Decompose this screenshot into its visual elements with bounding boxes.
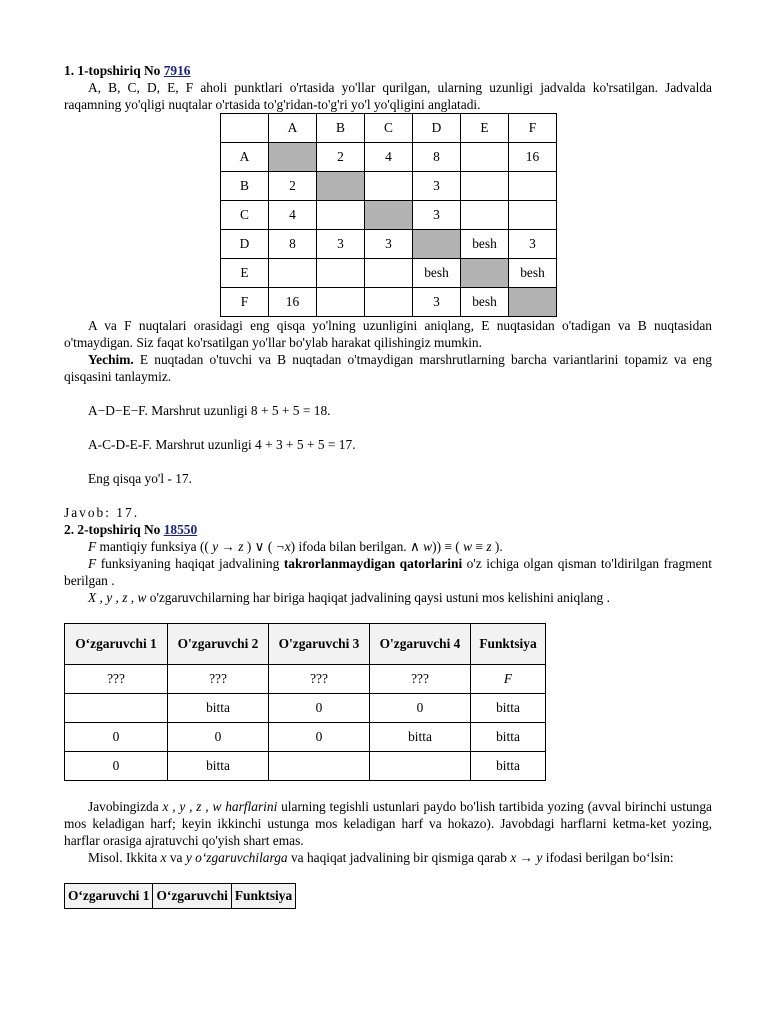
truth-table-header: [65, 624, 546, 665]
document-page: [64, 62, 712, 909]
distance-cell: B: [221, 172, 269, 201]
distance-cell: 2: [317, 143, 365, 172]
distance-cell: [221, 114, 269, 143]
shortest-path: Eng qisqa yo'l - 17.: [88, 471, 192, 486]
task2-heading: [64, 521, 712, 538]
truth-table-header-cell: O‘zgaruvchi 1: [65, 624, 168, 665]
truth-table-cell: [65, 694, 168, 723]
distance-cell: 3: [317, 230, 365, 259]
truth-table-cell: 0: [269, 694, 370, 723]
task2-formula-line: F mantiqiy funksiya (( y → z ) ∨ ( ¬x) ifoda bilan berilgan. ∧ w)) ≡ ( w ≡ z ).: [88, 539, 503, 554]
distance-cell: 4: [365, 143, 413, 172]
truth-table-header-cell: O'zgaruvchi 3: [269, 624, 370, 665]
truth-table-row: [65, 752, 546, 781]
distance-cell: A: [221, 143, 269, 172]
distance-cell: 4: [269, 201, 317, 230]
distance-cell: F: [221, 288, 269, 317]
truth-table-header-cell: O'zgaruvchi 4: [370, 624, 471, 665]
truth-table-row: [65, 723, 546, 752]
truth-table-cell: bitta: [471, 694, 546, 723]
distance-cell: [365, 259, 413, 288]
truth-table-cell: 0: [370, 694, 471, 723]
distance-cell: [509, 288, 557, 317]
distance-table-row: [221, 172, 557, 201]
distance-cell: besh: [461, 230, 509, 259]
truth-table-cell: bitta: [168, 694, 269, 723]
task2-fragment-line: F funksiyaning haqiqat jadvalining takrorlanmaydigan qatorlarini o'z ichiga olgan qisman to'ldirilgan fragment berilgan .: [64, 556, 712, 588]
task2-instructions: Javobingizda x , y , z , w harflarini ularning tegishli ustunlari paydo bo'lish tartibida yozing (avval birinchi ustunga mos keladigan harf; keyin ikkinchi ustunga mos keladigan harf va hokazo). Javobdagi harflarni ketma-ket yozing, harflar orasiga ajratuvchi qo'yish shart emas.: [64, 799, 712, 848]
distance-cell: E: [221, 259, 269, 288]
distance-cell: [509, 172, 557, 201]
truth-table-cell: F: [471, 665, 546, 694]
truth-table-header-cell: Funktsiya: [471, 624, 546, 665]
distance-cell: 2: [269, 172, 317, 201]
distance-table-row: [221, 259, 557, 288]
distance-table-header: [221, 114, 557, 143]
distance-cell: C: [221, 201, 269, 230]
distance-cell: D: [413, 114, 461, 143]
distance-table: [220, 113, 557, 317]
truth-table-cell: ???: [65, 665, 168, 694]
distance-cell: [461, 172, 509, 201]
distance-cell: [461, 143, 509, 172]
truth-table-cell: ???: [168, 665, 269, 694]
distance-cell: [317, 201, 365, 230]
distance-cell: 3: [509, 230, 557, 259]
truth-table-cell: 0: [65, 752, 168, 781]
example-table-header-cell: Funktsiya: [231, 884, 295, 909]
distance-cell: C: [365, 114, 413, 143]
distance-cell: 8: [269, 230, 317, 259]
example-table-header-cell: O‘zgaruvchi 1: [65, 884, 153, 909]
distance-cell: 3: [413, 201, 461, 230]
distance-cell: B: [317, 114, 365, 143]
solution-label: Yechim.: [88, 352, 134, 367]
truth-table-cell: ???: [370, 665, 471, 694]
distance-cell: A: [269, 114, 317, 143]
truth-table-cell: 0: [168, 723, 269, 752]
distance-cell: 16: [509, 143, 557, 172]
distance-cell: 16: [269, 288, 317, 317]
task1-heading-text: 1. 1-topshiriq No: [64, 63, 161, 78]
task2-link[interactable]: 18550: [163, 522, 198, 537]
distance-cell: [317, 172, 365, 201]
truth-table-cell: bitta: [370, 723, 471, 752]
distance-cell: [269, 259, 317, 288]
distance-cell: [413, 230, 461, 259]
task1-answer: Javob: 17.: [64, 505, 140, 520]
example-table: [64, 883, 296, 909]
task1-heading: [64, 62, 712, 79]
truth-table: [64, 623, 546, 781]
truth-table-cell: [269, 752, 370, 781]
task2-heading-text: 2. 2-topshiriq No: [64, 522, 161, 537]
truth-table-header-cell: O'zgaruvchi 2: [168, 624, 269, 665]
distance-table-row: [221, 143, 557, 172]
example-table-header: [65, 884, 296, 909]
example-table-header-cell: O‘zgaruvchi: [153, 884, 231, 909]
task1-solution: [64, 351, 712, 385]
truth-table-cell: bitta: [168, 752, 269, 781]
task1-link[interactable]: 7916: [163, 63, 191, 78]
solution-text: E nuqtadan o'tuvchi va B nuqtadan o'tmaydigan marshrutlarning barcha variantlarini topamiz va eng qisqasini tanlaymiz.: [64, 352, 712, 384]
distance-cell: [461, 201, 509, 230]
distance-cell: [509, 201, 557, 230]
truth-table-cell: bitta: [471, 752, 546, 781]
distance-cell: [317, 259, 365, 288]
truth-table-cell: [370, 752, 471, 781]
distance-table-row: [221, 288, 557, 317]
task1-intro: A, B, C, D, E, F aholi punktlari o'rtasida yo'llar qurilgan, ularning uzunligi jadvalda ko'rsatilgan. Jadvalda raqamning yo'qligi nuqtalar o'rtasida to'g'ridan-to'g'ri yo'l yo'qligini anglatadi.: [64, 80, 712, 112]
route-2: A-C-D-E-F. Marshrut uzunligi 4 + 3 + 5 + 5 = 17.: [88, 437, 356, 452]
distance-cell: 3: [413, 288, 461, 317]
distance-cell: besh: [413, 259, 461, 288]
distance-cell: besh: [461, 288, 509, 317]
truth-table-row: [65, 665, 546, 694]
distance-cell: [269, 143, 317, 172]
distance-cell: 8: [413, 143, 461, 172]
distance-cell: [365, 172, 413, 201]
route-1: A−D−E−F. Marshrut uzunligi 8 + 5 + 5 = 18.: [88, 403, 331, 418]
distance-cell: [317, 288, 365, 317]
distance-cell: [365, 288, 413, 317]
distance-cell: F: [509, 114, 557, 143]
truth-table-cell: 0: [65, 723, 168, 752]
distance-cell: [365, 201, 413, 230]
distance-cell: besh: [509, 259, 557, 288]
task1-question: A va F nuqtalari orasidagi eng qisqa yo'lning uzunligini aniqlang, E nuqtasidan o'tadigan va B nuqtasidan o'tmaydigan. Siz faqat ko'rsatilgan yo'llar bo'ylab harakat qilishingiz mumkin.: [64, 318, 712, 350]
distance-cell: [461, 259, 509, 288]
distance-cell: E: [461, 114, 509, 143]
task2-question-line: X , y , z , w o'zgaruvchilarning har biriga haqiqat jadvalining qaysi ustuni mos kelishini aniqlang .: [88, 590, 610, 605]
distance-table-row: [221, 201, 557, 230]
distance-cell: 3: [365, 230, 413, 259]
task2-example: Misol. Ikkita x va y o‘zgaruvchilarga va haqiqat jadvalining bir qismiga qarab x → y ifodasi berilgan bo‘lsin:: [88, 850, 674, 865]
truth-table-cell: 0: [269, 723, 370, 752]
truth-table-cell: ???: [269, 665, 370, 694]
distance-cell: D: [221, 230, 269, 259]
distance-cell: 3: [413, 172, 461, 201]
truth-table-cell: bitta: [471, 723, 546, 752]
distance-table-row: [221, 230, 557, 259]
truth-table-row: [65, 694, 546, 723]
